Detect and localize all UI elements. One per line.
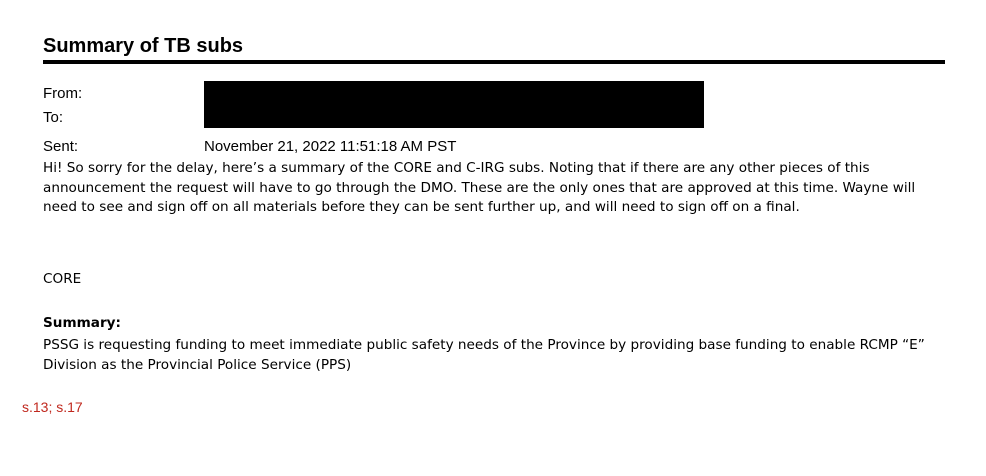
core-heading: CORE bbox=[43, 271, 82, 287]
redaction-block bbox=[204, 81, 704, 128]
from-label: From: bbox=[43, 85, 83, 102]
title-divider bbox=[43, 60, 945, 64]
sent-label: Sent: bbox=[43, 138, 79, 155]
document-title: Summary of TB subs bbox=[43, 35, 244, 57]
summary-label: Summary: bbox=[43, 315, 121, 331]
to-label: To: bbox=[43, 109, 64, 126]
email-body bbox=[43, 159, 948, 218]
exemption-marker: s.13; s.17 bbox=[22, 399, 83, 415]
summary-text: PSSG is requesting funding to meet immediate public safety needs of the Province by providing base funding to enable RCMP “E” Division as the Provincial Police Service (PPS) bbox=[43, 337, 925, 373]
body-paragraph: Hi! So sorry for the delay, here’s a summary of the CORE and C-IRG subs. Noting that if there are any other pieces of this announcement the request will have to go through the DMO. These are the only ones that are approved at this time. Wayne will need to see and sign off on all materials before they can be sent further up, and will need to sign off on a final. bbox=[43, 160, 916, 215]
sent-value: November 21, 2022 11:51:18 AM PST bbox=[204, 138, 457, 155]
